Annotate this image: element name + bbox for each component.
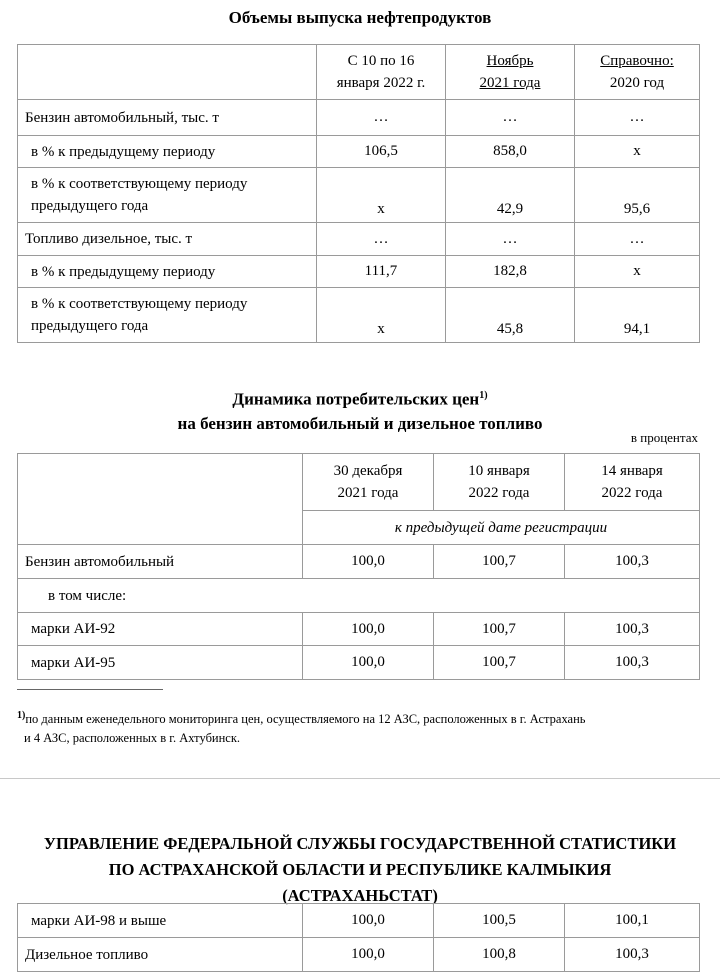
footnote: $^{1)}$по данным еженедельного мониторинга цен, осуществляемого на 12 АЗС, расположенных в г. Астрахань и 4 АЗС, расположенных в г. Ахтубинск. — [17, 710, 586, 746]
cell-value: 100,7 — [434, 613, 565, 646]
footnote-marker: 1) — [17, 710, 26, 721]
cell-value: 100,3 — [565, 545, 700, 579]
row-label: в % к соответствующему периоду предыдущего года — [18, 168, 317, 223]
table-row — [18, 545, 700, 579]
header-period-week: С 10 по 16 января 2022 г. — [317, 45, 446, 100]
consumer-price-table — [17, 453, 700, 680]
cell-value: 111,7 — [317, 256, 446, 288]
table-row — [18, 288, 700, 343]
header-blank — [18, 454, 303, 545]
subheader: к предыдущей дате регистрации — [303, 511, 700, 545]
cell-value: 100,3 — [565, 646, 700, 680]
header-period-month: Ноябрь 2021 года — [446, 45, 575, 100]
row-label: Дизельное топливо — [18, 938, 303, 972]
table-header-row — [18, 45, 700, 100]
cell-value: 100,5 — [434, 904, 565, 938]
row-label: в % к предыдущему периоду — [18, 256, 317, 288]
cell-value: 100,7 — [434, 646, 565, 680]
cell-value: х — [575, 136, 700, 168]
cell-value: 42,9 — [446, 168, 575, 223]
cell-value: 100,0 — [303, 613, 434, 646]
table-row — [18, 904, 700, 938]
cell-value: … — [317, 223, 446, 256]
header-date: 10 января 2022 года — [434, 454, 565, 511]
cell-value: 100,7 — [434, 545, 565, 579]
output-volume-table — [17, 44, 700, 343]
cell-value: … — [317, 100, 446, 136]
cell-value: 100,0 — [303, 646, 434, 680]
consumer-price-table-continued — [17, 903, 700, 972]
table-row — [18, 938, 700, 972]
cell-value: х — [317, 168, 446, 223]
row-label: Бензин автомобильный, тыс. т — [18, 100, 317, 136]
cell-value: … — [575, 223, 700, 256]
row-label: марки АИ-95 — [18, 646, 303, 680]
row-label: в % к соответствующему периоду предыдущего года — [18, 288, 317, 343]
cell-value: 100,0 — [303, 904, 434, 938]
cell-value: … — [575, 100, 700, 136]
table-row — [18, 579, 700, 613]
cell-value: 100,0 — [303, 938, 434, 972]
cell-value: 100,0 — [303, 545, 434, 579]
table-row — [18, 136, 700, 168]
cell-value: 100,8 — [434, 938, 565, 972]
table-row — [18, 613, 700, 646]
cell-value: 95,6 — [575, 168, 700, 223]
cell-value: 858,0 — [446, 136, 575, 168]
cell-value: 100,3 — [565, 938, 700, 972]
cell-value: 100,3 — [565, 613, 700, 646]
row-label: Бензин автомобильный — [18, 545, 303, 579]
cell-value: 45,8 — [446, 288, 575, 343]
header-date: 30 декабря 2021 года — [303, 454, 434, 511]
unit-label: в процентах — [630, 430, 698, 445]
cell-value: 94,1 — [575, 288, 700, 343]
page-separator — [0, 778, 720, 779]
footnote-divider — [17, 689, 163, 690]
header-period-reference: Справочно: 2020 год — [575, 45, 700, 100]
row-label: в % к предыдущему периоду — [18, 136, 317, 168]
cell-value: х — [575, 256, 700, 288]
table-row — [18, 223, 700, 256]
cell-value: 100,1 — [565, 904, 700, 938]
row-label: в том числе: — [18, 579, 700, 613]
row-label: марки АИ-98 и выше — [18, 904, 303, 938]
table-row — [18, 646, 700, 680]
cell-value: х — [317, 288, 446, 343]
table-header-row — [18, 454, 700, 511]
footnote-ref: 1) — [479, 390, 488, 401]
row-label: Топливо дизельное, тыс. т — [18, 223, 317, 256]
cell-value: … — [446, 223, 575, 256]
table2-title: Динамика потребительских цен$^{1)}$ на бензин автомобильный и дизельное топливо — [177, 389, 543, 433]
table-row — [18, 168, 700, 223]
cell-value: 182,8 — [446, 256, 575, 288]
organization-header: УПРАВЛЕНИЕ ФЕДЕРАЛЬНОЙ СЛУЖБЫ ГОСУДАРСТВЕННОЙ СТАТИСТИКИ ПО АСТРАХАНСКОЙ ОБЛАСТИ И РЕСПУБЛИКЕ КАЛМЫКИЯ (АСТРАХАНЬСТАТ) — [43, 834, 677, 905]
table1-title: Объемы выпуска нефтепродуктов — [228, 8, 492, 27]
table-row — [18, 256, 700, 288]
table-row — [18, 100, 700, 136]
header-date: 14 января 2022 года — [565, 454, 700, 511]
cell-value: 106,5 — [317, 136, 446, 168]
header-blank — [18, 45, 317, 100]
cell-value: … — [446, 100, 575, 136]
row-label: марки АИ-92 — [18, 613, 303, 646]
